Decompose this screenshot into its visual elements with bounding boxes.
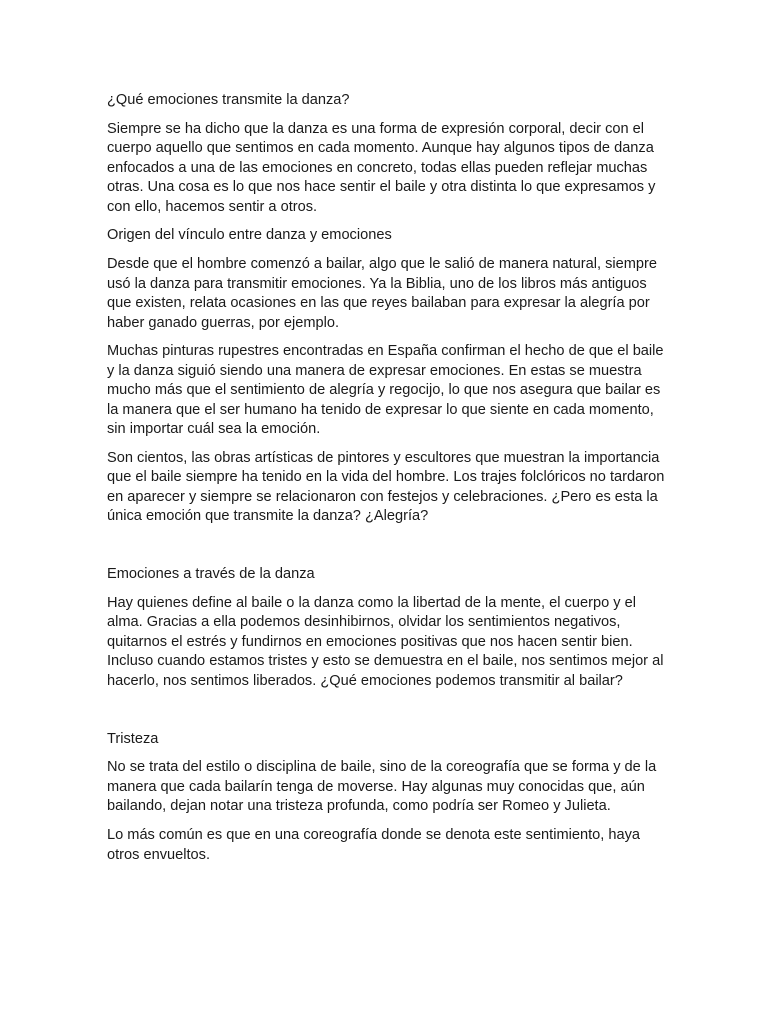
paragraph-cave-paintings: Muchas pinturas rupestres encontradas en España confirman el hecho de que el baile y la danza siguió siendo una manera de expresar emociones. En estas se muestra mucho más que el sentimiento de alegría y regocijo, lo que nos asegura que bailar es la manera que el ser humano ha tenido de expresar lo que siente en cada momento, sin importar cuál sea la emoción. xyxy=(107,343,664,438)
section-heading-origin: Origen del vínculo entre danza y emociones xyxy=(107,227,392,244)
paragraph-intro: Siempre se ha dicho que la danza es una forma de expresión corporal, decir con el cuerpo aquello que sentimos en cada momento. Aunque hay algunos tipos de danza enfocados a una de las emociones en concreto, todas ellas pueden reflejar muchas otras. Una cosa es lo que nos hace sentir el baile y otra distinta lo que expresamos y con ello, hacemos sentir a otros. xyxy=(107,120,656,215)
blank-line xyxy=(107,536,669,565)
paragraph-artworks: Son cientos, las obras artísticas de pintores y escultores que muestran la importancia que el baile siempre ha tenido en la vida del hombre. Los trajes folclóricos no tardaron en aparecer y siempre se relacionaron con festejos y celebraciones. ¿Pero es esta la única emoción que transmite la danza? ¿Alegría? xyxy=(107,450,665,525)
paragraph-sadness-choreography: Lo más común es que en una coreografía donde se denota este sentimiento, haya otros envueltos. xyxy=(107,827,641,863)
section-heading-emotions: ¿Qué emociones transmite la danza? xyxy=(107,92,350,108)
paragraph-freedom: Hay quienes define al baile o la danza como la libertad de la mente, el cuerpo y el alma. Gracias a ella podemos desinhibirnos, olvidar los sentimientos negativos, quitarnos el estrés y fundirnos en emociones positivas que nos hacen sentir bien. Incluso cuando estamos tristes y esto se demuestra en el baile, nos sentimos mejor al hacerlo, nos sentimos liberados. ¿Qué emociones podemos transmitir al bailar? xyxy=(107,595,664,689)
blank-line xyxy=(107,701,669,730)
section-heading-sadness: Tristeza xyxy=(107,730,159,747)
document-body xyxy=(107,91,669,865)
section-heading-through-dance: Emociones a través de la danza xyxy=(107,566,315,583)
paragraph-sadness-style: No se trata del estilo o disciplina de baile, sino de la coreografía que se forma y de la manera que cada bailarín tenga de moverse. Hay algunas muy conocidas que, aún bailando, dejan notar una tristeza profunda, como podría ser Romeo y Julieta. xyxy=(107,759,657,815)
paragraph-origin-bible: Desde que el hombre comenzó a bailar, algo que le salió de manera natural, siempre usó la danza para transmitir emociones. Ya la Biblia, uno de los libros más antiguos que existen, relata ocasiones en las que reyes bailaban para expresar la alegría por haber ganado guerras, por ejemplo. xyxy=(107,256,658,331)
